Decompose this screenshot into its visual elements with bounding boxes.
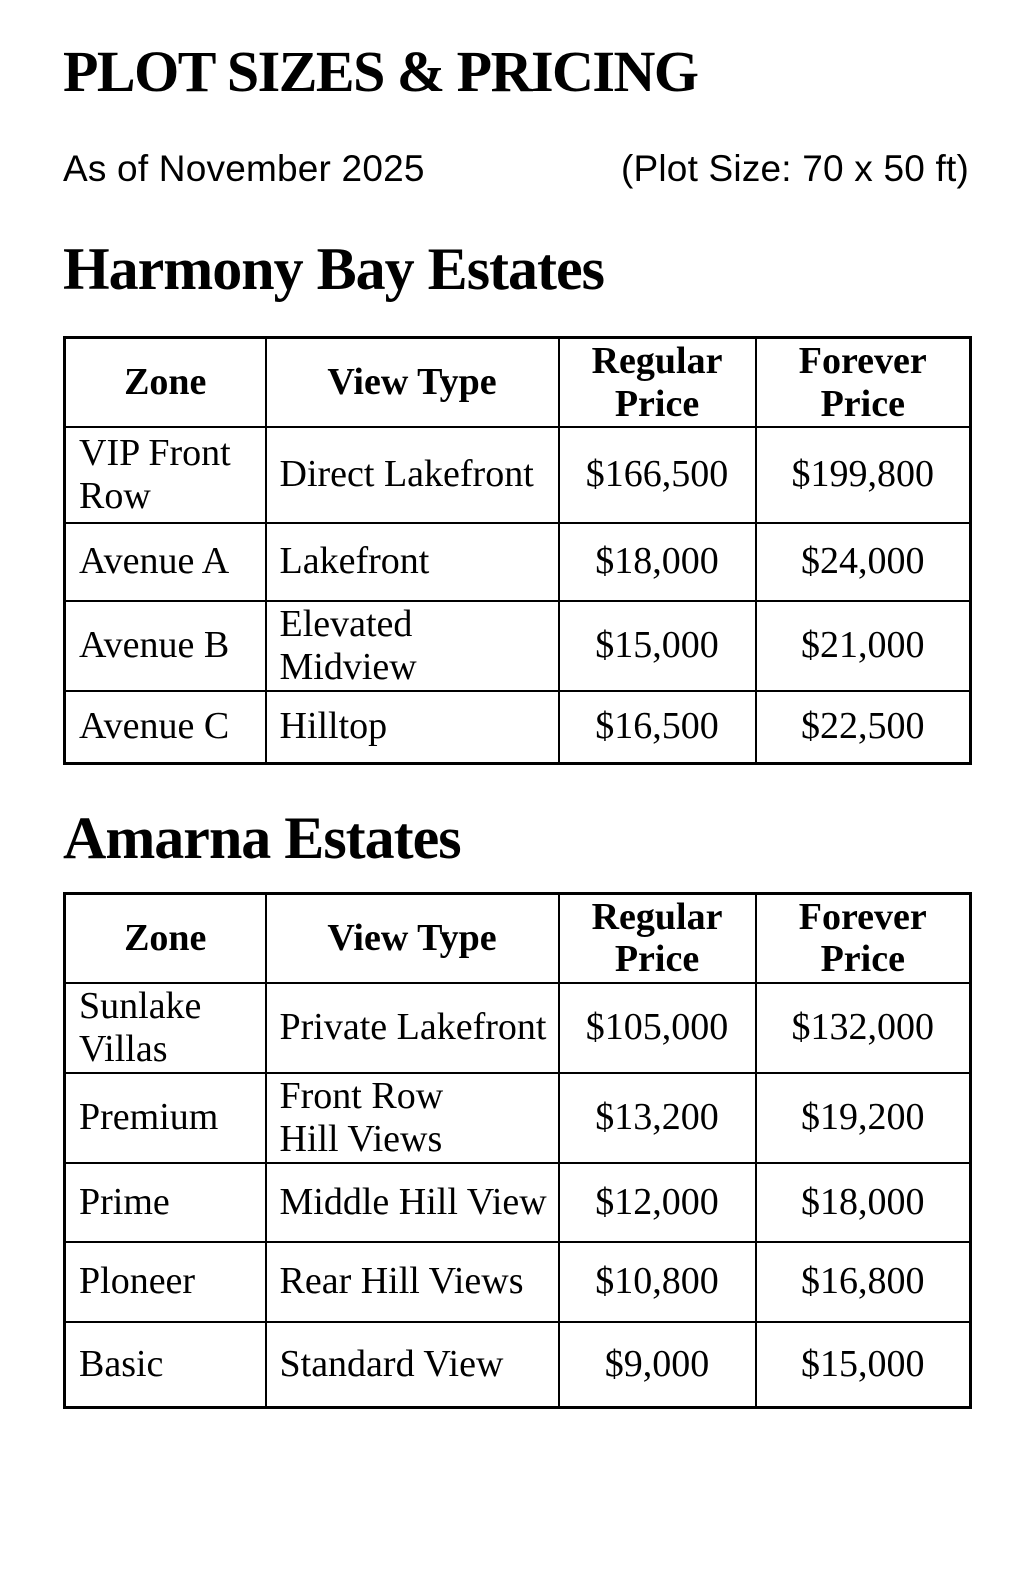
view-type-cell: Standard View bbox=[266, 1322, 559, 1408]
forever-price-cell: $199,800 bbox=[756, 427, 971, 523]
view-type-cell: Elevated Midview bbox=[266, 601, 559, 691]
table-header bbox=[65, 894, 971, 983]
forever-price-cell: $22,500 bbox=[756, 691, 971, 764]
forever-price-cell: $16,800 bbox=[756, 1242, 971, 1322]
table-row bbox=[65, 1242, 971, 1322]
zone-cell: Basic bbox=[65, 1322, 266, 1408]
table-row bbox=[65, 1073, 971, 1163]
table-row bbox=[65, 1322, 971, 1408]
table-row bbox=[65, 427, 971, 523]
regular-price-cell: $10,800 bbox=[559, 1242, 756, 1322]
zone-cell: Prime bbox=[65, 1163, 266, 1242]
view-type-cell: Rear Hill Views bbox=[266, 1242, 559, 1322]
view-type-cell: Direct Lakefront bbox=[266, 427, 559, 523]
regular-price-cell: $105,000 bbox=[559, 983, 756, 1073]
document-page bbox=[63, 39, 969, 1409]
zone-cell: Sunlake Villas bbox=[65, 983, 266, 1073]
column-header-view-type: View Type bbox=[266, 894, 559, 983]
page-title: PLOT SIZES & PRICING bbox=[63, 39, 698, 104]
as-of-date: As of November 2025 bbox=[63, 147, 425, 189]
zone-cell: VIP Front Row bbox=[65, 427, 266, 523]
forever-price-cell: $24,000 bbox=[756, 523, 971, 601]
zone-cell: Premium bbox=[65, 1073, 266, 1163]
table-row bbox=[65, 691, 971, 764]
column-header-zone: Zone bbox=[65, 338, 266, 427]
regular-price-cell: $16,500 bbox=[559, 691, 756, 764]
regular-price-cell: $18,000 bbox=[559, 523, 756, 601]
pricing-table-harmony bbox=[63, 336, 972, 765]
section-heading-amarna: Amarna Estates bbox=[63, 805, 461, 872]
regular-price-cell: $166,500 bbox=[559, 427, 756, 523]
view-type-cell: Middle Hill View bbox=[266, 1163, 559, 1242]
forever-price-cell: $18,000 bbox=[756, 1163, 971, 1242]
header-row bbox=[65, 338, 971, 427]
table-header bbox=[65, 338, 971, 427]
zone-cell: Avenue A bbox=[65, 523, 266, 601]
forever-price-cell: $21,000 bbox=[756, 601, 971, 691]
column-header-forever-price: Forever Price bbox=[756, 338, 971, 427]
header-row bbox=[65, 894, 971, 983]
table-row bbox=[65, 1163, 971, 1242]
forever-price-cell: $15,000 bbox=[756, 1322, 971, 1408]
regular-price-cell: $9,000 bbox=[559, 1322, 756, 1408]
column-header-regular-price: Regular Price bbox=[559, 894, 756, 983]
pricing-table-amarna bbox=[63, 892, 972, 1409]
view-type-cell: Hilltop bbox=[266, 691, 559, 764]
column-header-zone: Zone bbox=[65, 894, 266, 983]
forever-price-cell: $19,200 bbox=[756, 1073, 971, 1163]
column-header-forever-price: Forever Price bbox=[756, 894, 971, 983]
regular-price-cell: $13,200 bbox=[559, 1073, 756, 1163]
column-header-view-type: View Type bbox=[266, 338, 559, 427]
plot-size-note: (Plot Size: 70 x 50 ft) bbox=[620, 147, 969, 189]
zone-cell: Avenue C bbox=[65, 691, 266, 764]
section-heading-harmony: Harmony Bay Estates bbox=[63, 236, 604, 303]
view-type-cell: Lakefront bbox=[266, 523, 559, 601]
subtitle-row bbox=[63, 147, 969, 191]
column-header-regular-price: Regular Price bbox=[559, 338, 756, 427]
regular-price-cell: $12,000 bbox=[559, 1163, 756, 1242]
table-row bbox=[65, 601, 971, 691]
regular-price-cell: $15,000 bbox=[559, 601, 756, 691]
table-row bbox=[65, 523, 971, 601]
forever-price-cell: $132,000 bbox=[756, 983, 971, 1073]
zone-cell: Ploneer bbox=[65, 1242, 266, 1322]
table-row bbox=[65, 983, 971, 1073]
view-type-cell: Front Row Hill Views bbox=[266, 1073, 559, 1163]
zone-cell: Avenue B bbox=[65, 601, 266, 691]
view-type-cell: Private Lakefront bbox=[266, 983, 559, 1073]
